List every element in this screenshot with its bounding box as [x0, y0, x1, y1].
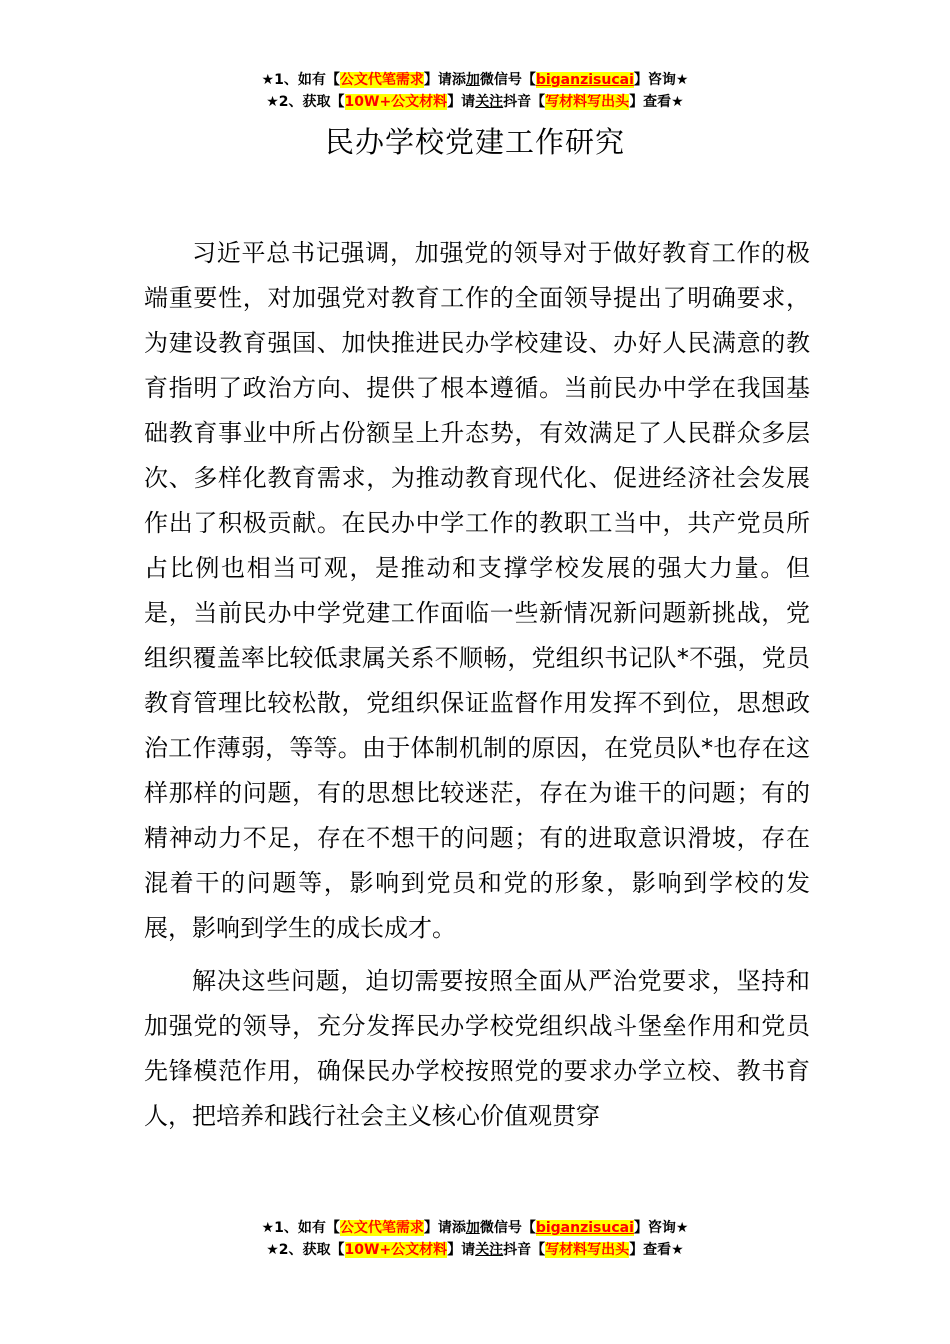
footer-wechat-id-link[interactable]: biganzisucai — [535, 1220, 634, 1236]
promo-highlight-ghostwriting: 公文代笔需求 — [339, 72, 424, 88]
document-title: 民办学校党建工作研究 — [324, 125, 625, 159]
wechat-id-link[interactable]: biganzisucai — [535, 72, 634, 88]
footer-highlight-materials: 10W+公文材料 — [344, 1242, 448, 1258]
promo-line-2: ★2、获取【10W+公文材料】请关注抖音【写材料写出头】查看★ — [266, 94, 684, 110]
promo-highlight-douyin: 写材料写出头 — [545, 94, 630, 110]
promo-line-1: ★1、如有【公文代笔需求】请添加微信号【biganzisucai】咨询★ — [261, 72, 689, 88]
footer-promo-banner — [0, 1217, 950, 1261]
footer-promo-line-1: ★1、如有【公文代笔需求】请添加微信号【biganzisucai】咨询★ — [261, 1220, 689, 1236]
footer-highlight-ghostwriting: 公文代笔需求 — [339, 1220, 424, 1236]
header-promo-banner — [0, 69, 950, 113]
promo-highlight-materials: 10W+公文材料 — [344, 94, 448, 110]
document-body — [144, 231, 810, 1147]
footer-promo-line-2: ★2、获取【10W+公文材料】请关注抖音【写材料写出头】查看★ — [266, 1242, 684, 1258]
footer-highlight-douyin: 写材料写出头 — [545, 1242, 630, 1258]
paragraph-2: 解决这些问题，迫切需要按照全面从严治党要求，坚持和加强党的领导，充分发挥民办学校党组织战斗堡垒作用和党员先锋模范作用，确保民办学校按照党的要求办学立校、教书育人，把培养和践行社会主义核心价值观贯穿 — [144, 967, 810, 1130]
paragraph-1: 习近平总书记强调，加强党的领导对于做好教育工作的极端重要性，对加强党对教育工作的全面领导提出了明确要求，为建设教育强国、加快推进民办学校建设、办好人民满意的教育指明了政治方向、提供了根本遵循。当前民办中学在我国基础教育事业中所占份额呈上升态势，有效满足了人民群众多层次、多样化教育需求，为推动教育现代化、促进经济社会发展作出了积极贡献。在民办中学工作的教职工当中，共产党员所占比例也相当可观，是推动和支撑学校发展的强大力量。但是，当前民办中学党建工作面临一些新情况新问题新挑战，党组织覆盖率比较低隶属关系不顺畅，党组织书记队*不强，党员教育管理比较松散，党组织保证监督作用发挥不到位，思想政治工作薄弱，等等。由于体制机制的原因，在党员队*也存在这样那样的问题，有的思想比较迷茫，存在为谁干的问题；有的精神动力不足，存在不想干的问题；有的进取意识滑坡，存在混着干的问题等，影响到党员和党的形象，影响到学校的发展，影响到学生的成长成才。 — [144, 239, 810, 942]
